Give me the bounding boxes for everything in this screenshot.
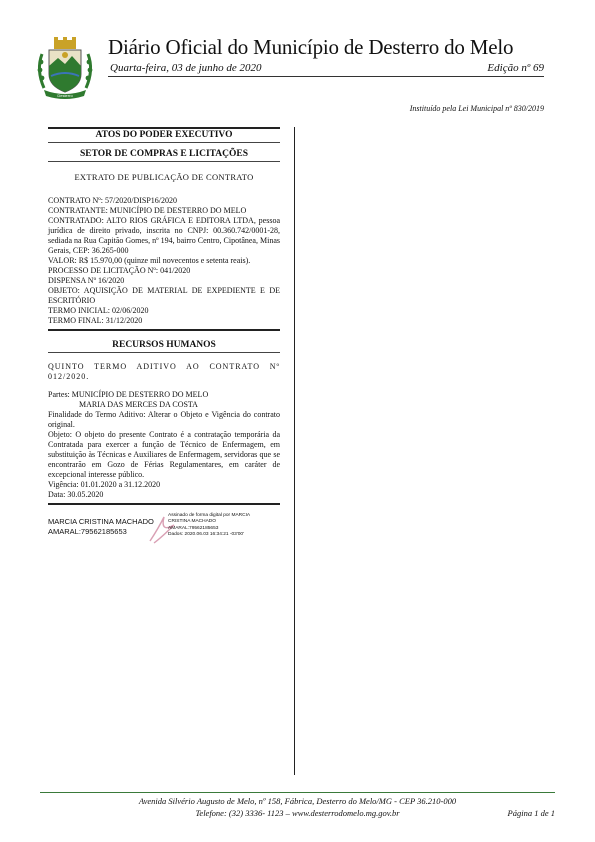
start-term: TERMO INICIAL: 02/06/2020: [48, 306, 149, 315]
column-divider: [294, 127, 295, 775]
end-term: TERMO FINAL: 31/12/2020: [48, 316, 143, 325]
left-column: [48, 127, 280, 547]
amendment-object: Objeto: O objeto do presente Contrato é a contratação temporária da Contratada para exercer a função de Técnico de Enfermagem, em substituição às Técnicas e Auxiliares de Enfermagem, servidoras que se encontrarão em Gozo de Férias Regulamentares, em caráter de excepcional interesse público.: [48, 430, 280, 479]
executive-heading: ATOS DO PODER EXECUTIVO: [95, 130, 233, 140]
signer-name-line1: MARCIA CRISTINA MACHADO: [48, 517, 154, 526]
signer-name: [48, 517, 154, 537]
parties-line-2: MARIA DAS MERCES DA COSTA: [79, 400, 198, 409]
signature-detail-line: Dados: 2020.06.03 16:34:21 -03'00': [168, 532, 244, 538]
digital-signature: [48, 511, 280, 547]
parties-line-1: Partes: MUNICÍPIO DE DESTERRO DO MELO: [48, 390, 209, 399]
amendment-date: Data: 30.05.2020: [48, 490, 104, 499]
amendment-title: QUINTO TERMO ADITIVO AO CONTRATO Nº 012/2020.: [48, 362, 280, 381]
contracting-party: CONTRATANTE: MUNICÍPIO DE DESTERRO DO MELO: [48, 206, 247, 215]
contracted-party: CONTRATADO: ALTO RIOS GRÁFICA E EDITORA LTDA, pessoa jurídica de direito privado, inscrita no CNPJ: 00.360.742/0001-28, sediada na Rua Capitão Gomes, nº 194, bairro Centro, Cipotânea, Minas Gerais, CEP: 36.265-000: [48, 216, 280, 255]
crest-ribbon-text: Desterro: [57, 93, 73, 98]
footer-address: Avenida Silvério Augusto de Melo, nº 158, Fábrica, Desterro do Melo/MG - CEP 36.210-000: [138, 796, 457, 806]
section-rule: [48, 161, 280, 162]
extract-title: EXTRATO DE PUBLICAÇÃO DE CONTRATO: [74, 172, 254, 182]
header-divider: [108, 76, 544, 77]
contract-object: OBJETO: AQUISIÇÃO DE MATERIAL DE EXPEDIENTE E DE ESCRITÓRIO: [48, 286, 280, 305]
hr-heading: RECURSOS HUMANOS: [112, 340, 216, 350]
amendment-purpose: Finalidade do Termo Aditivo: Alterar o Objeto e Vigência do contrato original.: [48, 410, 280, 429]
edition-number: Edição nº 69: [487, 62, 544, 74]
signer-name-line2: AMARAL:79562185653: [48, 527, 127, 536]
section-rule: [48, 329, 280, 331]
bid-process: PROCESSO DE LICITAÇÃO Nº: 041/2020: [48, 266, 191, 275]
footer-divider: [40, 792, 555, 793]
footer-contact: Telefone: (32) 3336- 1123 – www.desterrodomelo.mg.gov.br: [195, 808, 400, 818]
signature-detail-line: CRISTINA MACHADO: [168, 519, 216, 525]
page-title: Diário Oficial do Município de Desterro do Melo: [108, 35, 514, 59]
waiver-number: DISPENSA Nº 16/2020: [48, 276, 125, 285]
signature-details: [168, 513, 280, 539]
section-rule: [48, 142, 280, 143]
issue-date: Quarta-feira, 03 de junho de 2020: [110, 62, 262, 74]
signature-detail-line: Assinado de forma digital por MARCIA: [168, 513, 251, 518]
page-number: Página 1 de 1: [507, 808, 555, 818]
section-rule: [48, 503, 280, 505]
signature-detail-line: AMARAL:79562185653: [168, 525, 219, 531]
amendment-validity: Vigência: 01.01.2020 a 31.12.2020: [48, 480, 161, 489]
contract-value: VALOR: R$ 15.970,00 (quinze mil novecentos e setenta reais).: [48, 256, 251, 265]
founding-law-note: Instituído pela Lei Municipal nº 830/2019: [409, 104, 544, 113]
purchasing-heading: SETOR DE COMPRAS E LICITAÇÕES: [79, 149, 249, 159]
municipal-crest-icon: [34, 36, 96, 102]
contract-number: CONTRATO Nº: 57/2020/DISP16/2020: [48, 196, 178, 205]
